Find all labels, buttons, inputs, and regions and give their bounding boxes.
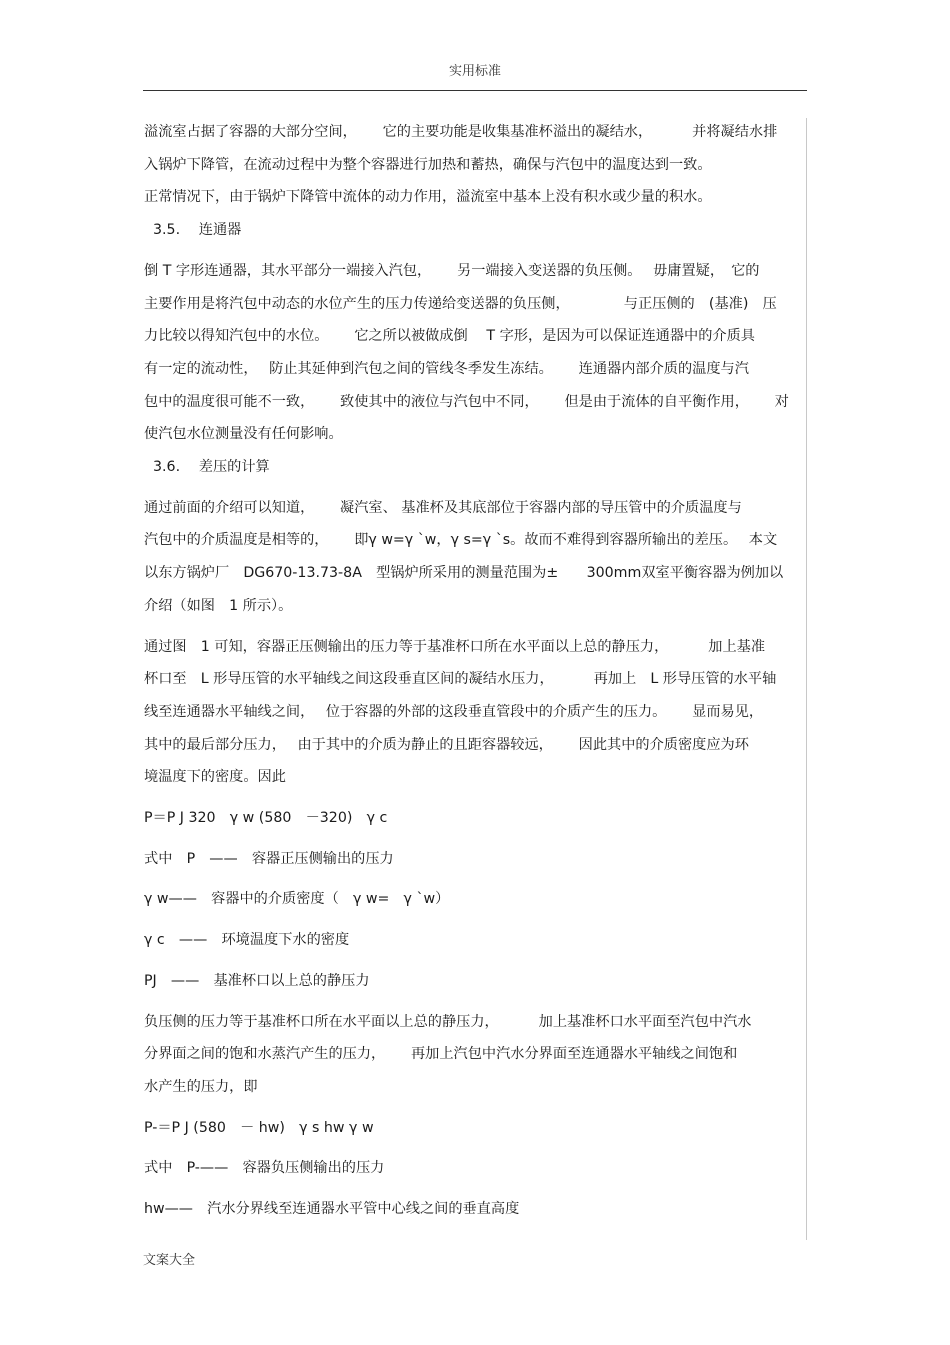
definition-line: PJ —— 基准杯口以上总的静压力 <box>144 972 370 989</box>
paragraph-line: 有一定的流动性， 防止其延伸到汽包之间的管线冬季发生冻结。 连通器内部介质的温度与汽 <box>144 360 749 377</box>
paragraph-line: 境温度下的密度。因此 <box>144 769 286 786</box>
paragraph-line: 以东方锅炉厂 DG670-13.73-8A 型锅炉所采用的测量范围为± 300mm双室平衡容器为例加以 <box>144 565 784 582</box>
formula-negative-pressure: P-＝P J (580 － hw) γ s hw γ w <box>144 1119 374 1136</box>
page-right-border <box>806 118 807 1240</box>
definition-line: hw—— 汽水分界线至连通器水平管中心线之间的垂直高度 <box>144 1201 520 1218</box>
paragraph-line: 介绍（如图 1 所示）。 <box>144 597 293 614</box>
paragraph-line: 线至连通器水平轴线之间， 位于容器的外部的这段垂直管段中的介质产生的压力。 显而易见， <box>144 703 764 720</box>
page-header: 实用标准 <box>448 64 501 79</box>
definition-line: 式中 P —— 容器正压侧输出的压力 <box>144 850 394 867</box>
page-footer: 文案大全 <box>143 1253 196 1268</box>
paragraph-line: 通过图 1 可知，容器正压侧输出的压力等于基准杯口所在水平面以上总的静压力， 加上基准 <box>144 638 766 655</box>
paragraph-line: 倒 T 字形连通器，其水平部分一端接入汽包， 另一端接入变送器的负压侧。 毋庸置疑， 它的 <box>144 262 760 279</box>
paragraph-line: 力比较以得知汽包中的水位。 它之所以被做成倒 T 字形，是因为可以保证连通器中的介质具 <box>144 328 755 345</box>
definition-line: 式中 P-—— 容器负压侧输出的压力 <box>144 1160 385 1177</box>
definition-line: γ c —— 环境温度下水的密度 <box>144 932 350 949</box>
paragraph-line: 正常情况下，由于锅炉下降管中流体的动力作用，溢流室中基本上没有积水或少量的积水。 <box>144 189 712 206</box>
paragraph-line: 分界面之间的饱和水蒸汽产生的压力， 再加上汽包中汽水分界面至连通器水平轴线之间饱和 <box>144 1046 738 1063</box>
paragraph-line: 水产生的压力，即 <box>144 1078 258 1095</box>
paragraph-line: 杯口至 L 形导压管的水平轴线之间这段垂直区间的凝结水压力， 再加上 L 形导压管的水平轴 <box>144 671 777 688</box>
paragraph-line: 通过前面的介绍可以知道， 凝汽室、 基准杯及其底部位于容器内部的导压管中的介质温度与 <box>144 499 742 516</box>
paragraph-line: 汽包中的介质温度是相等的， 即γ w=γ `w，γ s=γ `s。故而不难得到容器所输出的差压。 本文 <box>144 532 778 549</box>
document-body <box>144 116 806 1226</box>
paragraph-line: 使汽包水位测量没有任何影响。 <box>144 426 343 443</box>
definition-line: γ w—— 容器中的介质密度（ γ w= γ `w） <box>144 891 450 908</box>
paragraph-line: 负压侧的压力等于基准杯口所在水平面以上总的静压力， 加上基准杯口水平面至汽包中汽水 <box>144 1013 752 1030</box>
paragraph-line: 包中的温度很可能不一致， 致使其中的液位与汽包中不同， 但是由于流体的自平衡作用， 对 <box>144 393 789 410</box>
paragraph-line: 其中的最后部分压力， 由于其中的介质为静止的且距容器较远， 因此其中的介质密度应为环 <box>144 736 749 753</box>
section-heading-3-5: 3.5. 连通器 <box>153 222 242 239</box>
paragraph-line: 主要作用是将汽包中动态的水位产生的压力传递给变送器的负压侧， 与正压侧的 (基准) 压 <box>144 295 777 312</box>
section-heading-3-6: 3.6. 差压的计算 <box>153 459 270 476</box>
formula-positive-pressure: P＝P J 320 γ w (580 －320) γ c <box>144 810 388 827</box>
paragraph-line: 入锅炉下降管，在流动过程中为整个容器进行加热和蓄热，确保与汽包中的温度达到一致。 <box>144 156 712 173</box>
paragraph-line: 溢流室占据了容器的大部分空间， 它的主要功能是收集基准杯溢出的凝结水， 并将凝结水排 <box>144 124 778 140</box>
header-divider <box>143 90 807 91</box>
